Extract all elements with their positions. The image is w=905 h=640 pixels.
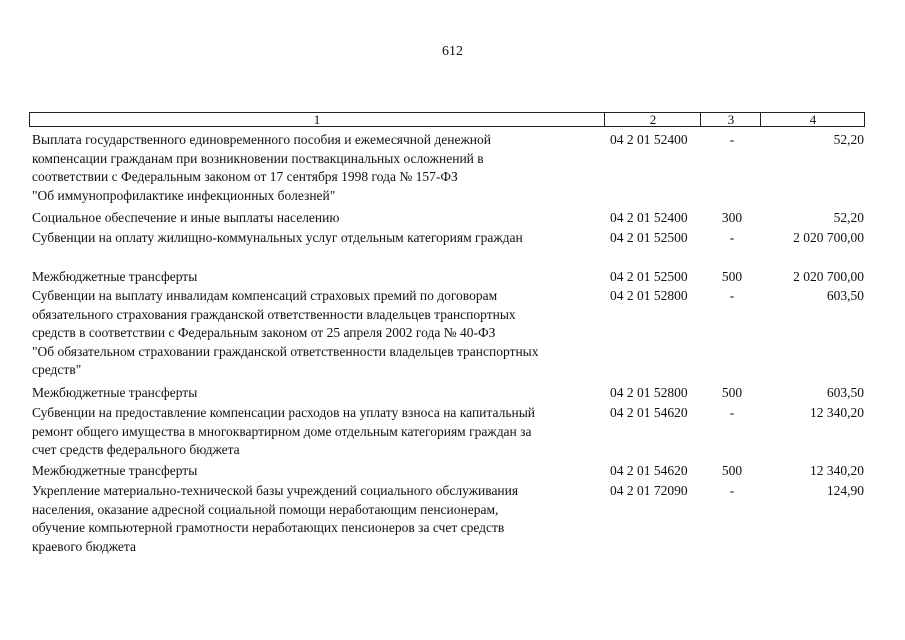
row-code: 04 2 01 52500 [610, 269, 688, 284]
header-col-3: 3 [727, 112, 735, 127]
row-code: 04 2 01 52400 [610, 132, 688, 147]
row-description: Субвенции на выплату инвалидам компенсаций страховых премий по договорам обязательного страхования гражданской ответственности владельцев транспортных средств в соответствии с Федеральным законом от 25 апреля 2002 года № 40-ФЗ "Об обязательном страховании гражданской ответственности владельцев транспортных средств" [32, 288, 539, 377]
table-header [29, 112, 865, 127]
row-code: 04 2 01 72090 [610, 483, 688, 498]
row-type: - [729, 132, 735, 147]
row-amount: 2 020 700,00 [793, 269, 864, 284]
row-type: - [729, 483, 735, 498]
row-type: - [729, 288, 735, 303]
header-col-4: 4 [809, 112, 817, 127]
row-type: - [729, 405, 735, 420]
row-description: Субвенции на оплату жилищно-коммунальных услуг отдельным категориям граждан [32, 230, 523, 245]
row-type: 500 [721, 269, 743, 284]
row-description: Выплата государственного единовременного пособия и ежемесячной денежной компенсации гражданам при возникновении поствакцинальных осложнений в соответствии с Федеральным законом от 17 сентября 1998 года № 157-ФЗ "Об иммунопрофилактике инфекционных болезней" [32, 132, 491, 203]
row-type: 300 [721, 210, 743, 225]
row-description: Социальное обеспечение и иные выплаты населению [32, 210, 340, 225]
header-col-1: 1 [313, 112, 321, 127]
header-col-2: 2 [649, 112, 657, 127]
row-description: Межбюджетные трансферты [32, 385, 198, 400]
column-divider [604, 113, 605, 126]
row-code: 04 2 01 54620 [610, 463, 688, 478]
column-divider [760, 113, 761, 126]
row-description: Межбюджетные трансферты [32, 463, 198, 478]
row-code: 04 2 01 54620 [610, 405, 688, 420]
row-amount: 12 340,20 [810, 405, 864, 420]
row-code: 04 2 01 52400 [610, 210, 688, 225]
row-amount: 52,20 [833, 132, 864, 147]
column-divider [700, 113, 701, 126]
row-amount: 2 020 700,00 [793, 230, 864, 245]
page-number: 612 [442, 44, 463, 59]
row-amount: 603,50 [826, 288, 864, 303]
row-code: 04 2 01 52800 [610, 385, 688, 400]
row-amount: 12 340,20 [810, 463, 864, 478]
row-type: 500 [721, 385, 743, 400]
row-description: Субвенции на предоставление компенсации расходов на уплату взноса на капитальный ремонт общего имущества в многоквартирном доме отдельным категориям граждан за счет средств федерального бюджета [32, 405, 535, 457]
row-amount: 124,90 [826, 483, 864, 498]
row-description: Укрепление материально-технической базы учреждений социального обслуживания населения, оказание адресной социальной помощи неработающим пенсионерам, обучение компьютерной грамотности неработающих пенсионеров за счет средств краевого бюджета [32, 483, 519, 554]
row-code: 04 2 01 52500 [610, 230, 688, 245]
row-description: Межбюджетные трансферты [32, 269, 198, 284]
row-code: 04 2 01 52800 [610, 288, 688, 303]
row-type: 500 [721, 463, 743, 478]
row-amount: 52,20 [833, 210, 864, 225]
row-amount: 603,50 [826, 385, 864, 400]
row-type: - [729, 230, 735, 245]
